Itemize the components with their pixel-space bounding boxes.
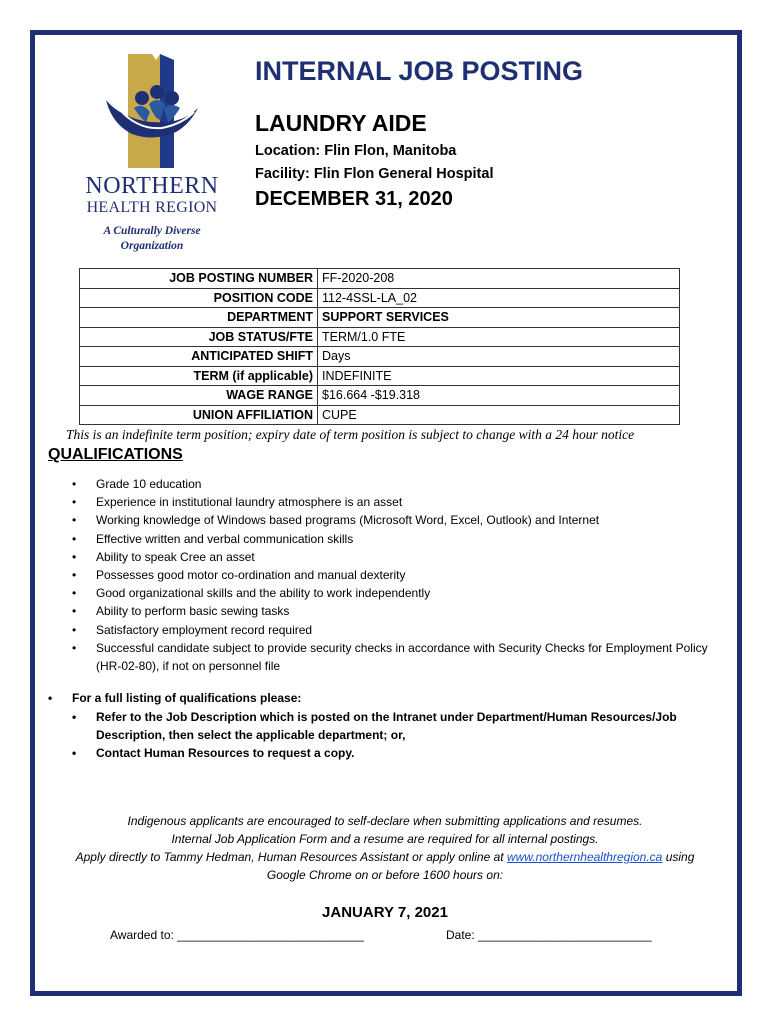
field-value: CUPE bbox=[318, 405, 680, 425]
field-value: INDEFINITE bbox=[318, 366, 680, 386]
closing-date: JANUARY 7, 2021 bbox=[322, 904, 448, 921]
field-label: JOB POSTING NUMBER bbox=[80, 269, 318, 289]
posting-date: DECEMBER 31, 2020 bbox=[255, 188, 453, 210]
field-label: UNION AFFILIATION bbox=[80, 405, 318, 425]
list-item: • Possesses good motor co-ordination and manual dexterity bbox=[72, 566, 712, 584]
list-item: • Satisfactory employment record required bbox=[72, 621, 712, 639]
footer-line4: Google Chrome on or before 1600 hours on: bbox=[266, 868, 504, 882]
list-item: • Good organizational skills and the ability to work independently bbox=[72, 584, 712, 602]
field-label: DEPARTMENT bbox=[80, 308, 318, 328]
field-label: POSITION CODE bbox=[80, 288, 318, 308]
manitoba-emblem-icon bbox=[102, 50, 202, 172]
org-name bbox=[78, 174, 226, 216]
org-name-line2: HEALTH REGION bbox=[86, 199, 218, 216]
list-item: • Working knowledge of Windows based programs (Microsoft Word, Excel, Outlook) and Internet bbox=[72, 511, 712, 529]
list-item: • Grade 10 education bbox=[72, 475, 712, 493]
field-label: JOB STATUS/FTE bbox=[80, 327, 318, 347]
table-row bbox=[80, 347, 680, 367]
location-line: Location: Flin Flon, Manitoba bbox=[255, 143, 457, 159]
position-title: LAUNDRY AIDE bbox=[255, 110, 427, 136]
field-value: 112-4SSL-LA_02 bbox=[318, 288, 680, 308]
list-item: • Ability to perform basic sewing tasks bbox=[72, 602, 712, 620]
tagline-line2: Organization bbox=[120, 240, 184, 252]
qualifications-heading: QUALIFICATIONS bbox=[48, 446, 183, 463]
footer-line1: Indigenous applicants are encouraged to self-declare when submitting applications and resumes. bbox=[127, 814, 643, 828]
field-label: TERM (if applicable) bbox=[80, 366, 318, 386]
list-item: • For a full listing of qualifications please: bbox=[48, 689, 301, 707]
qualifications-list bbox=[72, 475, 712, 675]
website-link[interactable]: www.northernhealthregion.ca bbox=[506, 850, 663, 864]
field-value: SUPPORT SERVICES bbox=[318, 308, 680, 328]
table-row bbox=[80, 405, 680, 425]
list-item: • Refer to the Job Description which is posted on the Intranet under Department/Human Resources/Job Description, then select the applicable department; or, bbox=[72, 708, 702, 744]
date-field: Date: __________________________ bbox=[446, 928, 652, 942]
org-tagline bbox=[78, 224, 226, 254]
table-row bbox=[80, 366, 680, 386]
field-value: Days bbox=[318, 347, 680, 367]
northern-health-logo bbox=[78, 50, 228, 256]
list-item: • Contact Human Resources to request a copy. bbox=[72, 744, 702, 762]
footer-line3 bbox=[40, 848, 730, 866]
footer-line3-pre: Apply directly to Tammy Hedman, Human Resources Assistant or apply online at bbox=[75, 850, 507, 864]
field-value: TERM/1.0 FTE bbox=[318, 327, 680, 347]
list-item: • Experience in institutional laundry atmosphere is an asset bbox=[72, 493, 712, 511]
table-row bbox=[80, 327, 680, 347]
list-item: • Successful candidate subject to provide security checks in accordance with Security Checks for Employment Policy (HR-02-80), if not on personnel file bbox=[72, 639, 712, 675]
footer-line3-post: using bbox=[662, 850, 695, 864]
posting-title: INTERNAL JOB POSTING bbox=[255, 56, 584, 86]
awarded-to-field: Awarded to: ____________________________ bbox=[110, 928, 365, 942]
table-row bbox=[80, 269, 680, 289]
table-row bbox=[80, 308, 680, 328]
field-value: $16.664 -$19.318 bbox=[318, 386, 680, 406]
facility-line: Facility: Flin Flon General Hospital bbox=[255, 166, 494, 182]
field-value: FF-2020-208 bbox=[318, 269, 680, 289]
field-label: ANTICIPATED SHIFT bbox=[80, 347, 318, 367]
org-name-line1: NORTHERN bbox=[85, 173, 219, 199]
table-row bbox=[80, 386, 680, 406]
job-info-table bbox=[79, 268, 680, 425]
table-row bbox=[80, 288, 680, 308]
tagline-line1: A Culturally Diverse bbox=[103, 225, 201, 237]
full-listing-subitems bbox=[72, 708, 702, 762]
field-label: WAGE RANGE bbox=[80, 386, 318, 406]
list-item: • Ability to speak Cree an asset bbox=[72, 548, 712, 566]
application-instructions bbox=[40, 812, 730, 884]
term-note: This is an indefinite term position; expiry date of term position is subject to change with a 24 hour notice bbox=[66, 427, 635, 442]
footer-line2: Internal Job Application Form and a resume are required for all internal postings. bbox=[171, 832, 599, 846]
full-listing bbox=[48, 689, 301, 707]
list-item: • Effective written and verbal communication skills bbox=[72, 530, 712, 548]
